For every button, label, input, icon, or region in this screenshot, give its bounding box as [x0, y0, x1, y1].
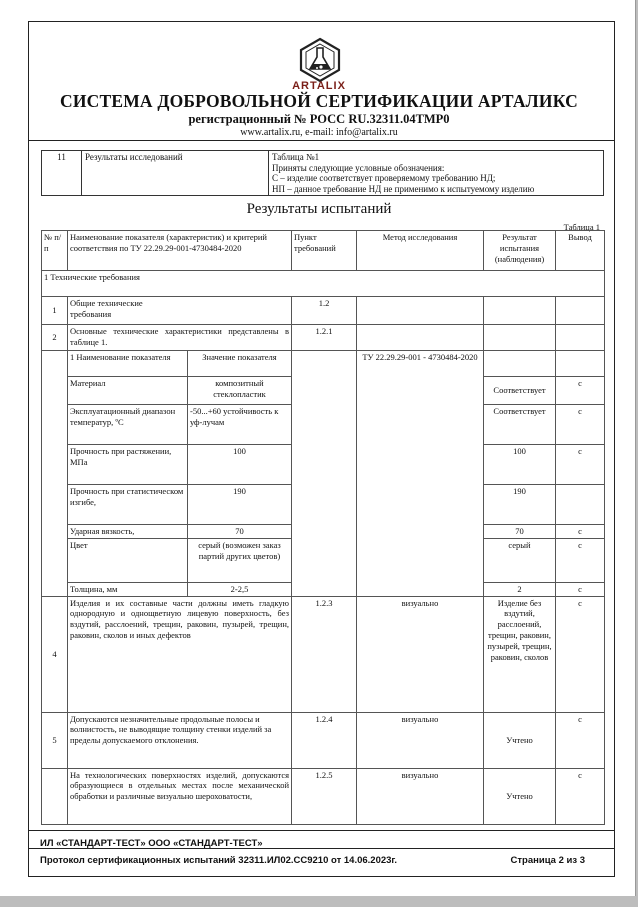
intro-table: [41, 150, 604, 196]
row-clause: 1.2.1: [292, 325, 357, 351]
row-name: Общие технические требования: [68, 297, 292, 325]
row-result: Учтено: [484, 768, 556, 824]
row-clause: 1.2: [292, 297, 357, 325]
sub-value: композитный стеклопластик: [188, 377, 292, 405]
sub-verdict: с: [556, 582, 605, 596]
sub-name-header: 1 Наименование показателя: [68, 351, 188, 377]
sub-verdict: с: [556, 538, 605, 582]
row-number: 5: [42, 712, 68, 768]
subtable-header-row: [42, 351, 605, 377]
row-name: Изделия и их составные части должны иметь гладкую однородную и однощветную лицевую поверхность, без вздутий, расслоений, трещин, раковин, пузырей, трещин, раковин, сколов и иных дефектов: [68, 596, 292, 712]
sub-result: 190: [484, 485, 556, 525]
table-row: [42, 768, 605, 824]
footer-lab: ИЛ «СТАНДАРТ-ТЕСТ» ООО «СТАНДАРТ-ТЕСТ»: [40, 838, 263, 849]
sub-result: 100: [484, 445, 556, 485]
row-number: 4: [42, 596, 68, 712]
row-verdict: с: [556, 596, 605, 712]
sub-value: 100: [188, 445, 292, 485]
sub-name: Материал: [68, 377, 188, 405]
row-clause: 1.2.5: [292, 768, 357, 824]
results-title: Результаты испытаний: [246, 201, 392, 217]
page-number: Страница 2 из 3: [510, 855, 585, 866]
sub-result: Соответствует: [484, 405, 556, 445]
sub-verdict: [556, 485, 605, 525]
sub-result: 2: [484, 582, 556, 596]
sub-result: 70: [484, 525, 556, 539]
footer-protocol: Протокол сертификационных испытаний 32311.ИЛ02.СС9210 от 14.06.2023г.: [40, 855, 398, 866]
intro-legend: [269, 151, 604, 196]
row-name: На технологических поверхностях изделий, допускаются образующиеся в отдельных местах после механической обработки и различные визуально шероховатости,: [68, 768, 292, 824]
row-name: Допускаются незначительные продольные полосы и волнистость, не выводящие толщину стенки изделий за пределы допускаемого отклонения.: [68, 712, 292, 768]
footer-protocol-line: [40, 855, 585, 866]
intro-line: Приняты следующие условные обозначения:: [272, 162, 445, 173]
row-method: визуально: [357, 712, 484, 768]
row-result: Учтено: [484, 712, 556, 768]
row-number: 2: [42, 325, 68, 351]
sub-method: ТУ 22.29.29-001 - 4730484-2020: [357, 351, 484, 597]
sub-value: 190: [188, 485, 292, 525]
sub-verdict: с: [556, 445, 605, 485]
sub-name: Толщина, мм: [68, 582, 188, 596]
intro-number: 11: [42, 151, 82, 196]
intro-line: С – изделие соответствует проверяемому требованию НД;: [272, 173, 496, 183]
sub-verdict: с: [556, 405, 605, 445]
intro-line: Таблица №1: [272, 152, 320, 162]
table-row: [42, 297, 605, 325]
sub-result: серый: [484, 538, 556, 582]
sub-name: Эксплуатационный диапазон температур, ºС: [68, 405, 188, 445]
contacts: www.artalix.ru, e-mail: info@artalix.ru: [240, 127, 398, 138]
registration-number: регистрационный № РОСС RU.32311.04ТМР0: [188, 112, 450, 126]
sub-value: серый (возможен заказ партий других цветов): [188, 538, 292, 582]
row-number: [42, 768, 68, 824]
row-number: 1: [42, 297, 68, 325]
row-result: Изделие без вздутий, расслоений, трещин, раковин, пузырей, трещин, раковин, сколов: [484, 596, 556, 712]
sub-value: 70: [188, 525, 292, 539]
intro-line: НП – данное требование НД не применимо к испытуемому изделию: [272, 183, 535, 194]
sub-name: Цвет: [68, 538, 188, 582]
footer-divider: [28, 830, 615, 831]
col-method-header: Метод исследования: [357, 231, 484, 271]
sub-name: Прочность при статистическом изгибе,: [68, 485, 188, 525]
section-heading: 1 Технические требования: [42, 271, 605, 297]
row-verdict: с: [556, 712, 605, 768]
row-verdict: с: [556, 768, 605, 824]
row-name: Основные технические характеристики представлены в таблице 1.: [68, 325, 292, 351]
table-row: [42, 596, 605, 712]
sub-verdict: с: [556, 525, 605, 539]
sub-name: Ударная вязкость,: [68, 525, 188, 539]
table-header-row: [42, 231, 605, 271]
row-method: визуально: [357, 768, 484, 824]
row-method: визуально: [357, 596, 484, 712]
intro-label: Результаты исследований: [82, 151, 269, 196]
sub-name: Прочность при растяжении, МПа: [68, 445, 188, 485]
col-verdict-header: Вывод: [556, 231, 605, 271]
sub-value: -50...+60 устойчивость к уф-лучам: [188, 405, 292, 445]
col-clause-header: Пункт требований: [292, 231, 357, 271]
footer-divider: [28, 848, 615, 849]
col-result-header: Результат испытания (наблюдения): [484, 231, 556, 271]
sub-result: Соответствует: [484, 377, 556, 405]
artalix-logo-icon: [297, 37, 343, 83]
logo-wordmark: ARTALIX: [292, 80, 346, 92]
table-row: [42, 325, 605, 351]
sub-value-header: Значение показателя: [188, 351, 292, 377]
row-clause: 1.2.3: [292, 596, 357, 712]
col-name-header: Наименование показателя (характеристик) и критерий соответствия по ТУ 22.29.29-001-4730484-2020: [68, 231, 292, 271]
table-number: Таблица 1: [563, 222, 600, 232]
table-row: [42, 712, 605, 768]
row-clause: 1.2.4: [292, 712, 357, 768]
header-divider: [28, 140, 615, 141]
results-table: [41, 230, 605, 825]
system-title: СИСТЕМА ДОБРОВОЛЬНОЙ СЕРТИФИКАЦИИ АРТАЛИКС: [59, 91, 579, 111]
sub-verdict: с: [556, 377, 605, 405]
col-num-header: № п/п: [42, 231, 68, 271]
sub-value: 2-2,5: [188, 582, 292, 596]
